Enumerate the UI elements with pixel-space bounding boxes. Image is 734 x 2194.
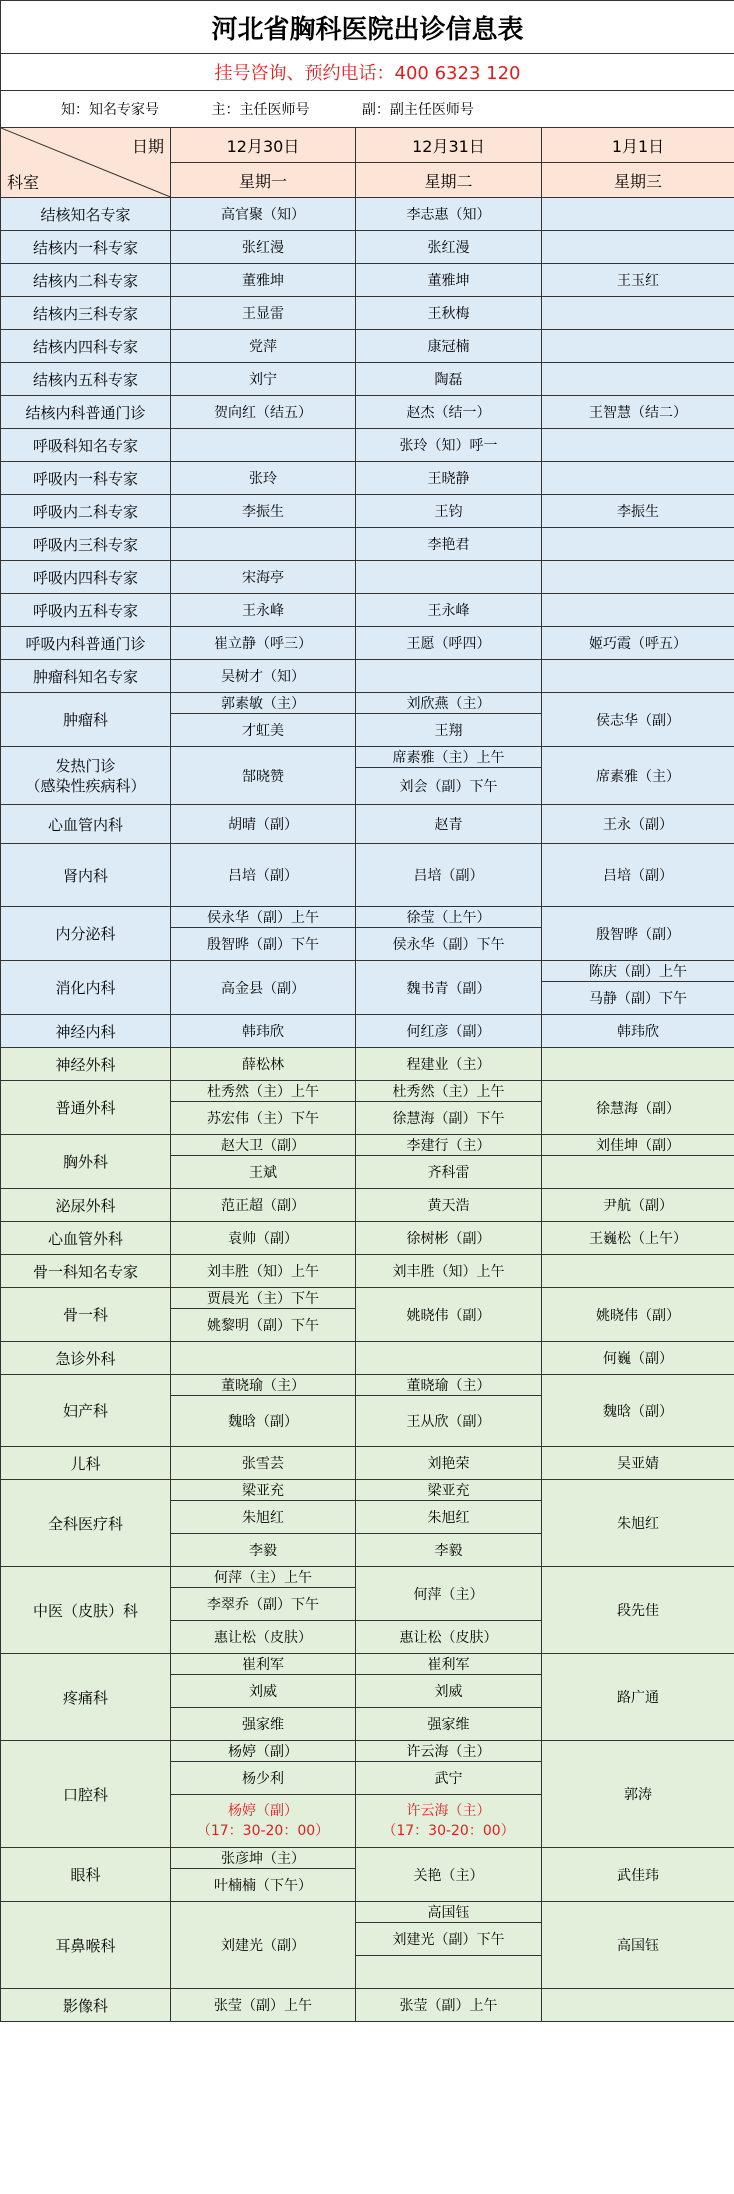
cell: 刘佳坤（副） — [542, 1135, 734, 1156]
cell: 崔利军 — [171, 1654, 356, 1675]
cell: 侯永华（副）上午 — [171, 907, 356, 928]
cell: 王显雷 — [171, 297, 356, 330]
cell — [356, 660, 542, 693]
legend-known: 知：知名专家号 — [61, 102, 159, 118]
dept-neuro-out: 神经外科 — [1, 1048, 171, 1081]
cell: 惠让松（皮肤） — [356, 1621, 542, 1654]
dept-name: 呼吸内科普通门诊 — [1, 627, 171, 660]
cell — [542, 462, 734, 495]
phone-line: 挂号咨询、预约电话：400 6323 120 — [1, 54, 734, 91]
cell: 吕培（副） — [542, 844, 734, 907]
cell: 贾晨光（主）下午 — [171, 1288, 356, 1309]
table-row — [1, 594, 734, 627]
dept-name: 呼吸内二科专家 — [1, 495, 171, 528]
cell-line: （17：30-20：00） — [382, 1823, 515, 1839]
dept-ortho: 骨一科 — [1, 1288, 171, 1342]
cell: 王翔 — [356, 714, 542, 747]
dept-uro: 泌尿外科 — [1, 1189, 171, 1222]
cell: 殷智晔（副）下午 — [171, 928, 356, 961]
header-date-1: 12月30日 — [171, 128, 356, 163]
dept-name: 结核内五科专家 — [1, 363, 171, 396]
cell: 李振生 — [171, 495, 356, 528]
cell: 杨婷（副） — [171, 1741, 356, 1762]
cell: 梁亚充 — [356, 1480, 542, 1501]
cell — [542, 198, 734, 231]
cell: 陈庆（副）上午 — [542, 961, 734, 982]
dept-thoracic: 胸外科 — [1, 1135, 171, 1189]
cell: 赵青 — [356, 805, 542, 844]
cell: 段先佳 — [542, 1567, 734, 1654]
cell: 李毅 — [356, 1534, 542, 1567]
dept-fever — [1, 747, 171, 805]
legend — [1, 91, 734, 128]
cell: 王巍松（上午） — [542, 1222, 734, 1255]
cell — [356, 1342, 542, 1375]
cell: 席素雅（主）上午 — [356, 747, 542, 768]
cell-line: （17：30-20：00） — [196, 1823, 330, 1839]
cell — [542, 1255, 734, 1288]
cell: 张红漫 — [171, 231, 356, 264]
dept-gp: 全科医疗科 — [1, 1480, 171, 1567]
dept-name: 呼吸科知名专家 — [1, 429, 171, 462]
cell — [542, 1989, 734, 2022]
cell: 徐莹（上午） — [356, 907, 542, 928]
cell: 关艳（主） — [356, 1848, 542, 1902]
header-weekday-2: 星期二 — [356, 163, 542, 198]
cell: 朱旭红 — [542, 1480, 734, 1567]
dept-name: 呼吸内五科专家 — [1, 594, 171, 627]
dept-cardio-out: 心血管外科 — [1, 1222, 171, 1255]
cell: 王智慧（结二） — [542, 396, 734, 429]
dept-pediatrics: 儿科 — [1, 1447, 171, 1480]
dept-dental: 口腔科 — [1, 1741, 171, 1848]
cell: 张莹（副）上午 — [171, 1989, 356, 2022]
cell: 强家维 — [171, 1708, 356, 1741]
cell: 赵大卫（副） — [171, 1135, 356, 1156]
cell: 姚晓伟（副） — [356, 1288, 542, 1342]
cell: 王愿（呼四） — [356, 627, 542, 660]
dept-pain: 疼痛科 — [1, 1654, 171, 1741]
page-title: 河北省胸科医院出诊信息表 — [1, 1, 734, 54]
cell: 高国钰 — [542, 1902, 734, 1989]
table-row — [1, 330, 734, 363]
cell: 宋海亭 — [171, 561, 356, 594]
cell — [542, 297, 734, 330]
cell: 刘欣燕（主） — [356, 693, 542, 714]
cell: 梁亚充 — [171, 1480, 356, 1501]
cell: 惠让松（皮肤） — [171, 1621, 356, 1654]
cell: 张莹（副）上午 — [356, 1989, 542, 2022]
cell: 杜秀然（主）上午 — [171, 1081, 356, 1102]
cell: 刘会（副）下午 — [356, 768, 542, 805]
cell: 齐科雷 — [356, 1156, 542, 1189]
dept-tcm: 中医（皮肤）科 — [1, 1567, 171, 1654]
legend-deputy: 副：副主任医师号 — [361, 102, 474, 118]
cell: 李建行（主） — [356, 1135, 542, 1156]
cell: 何巍（副） — [542, 1342, 734, 1375]
cell — [171, 1342, 356, 1375]
cell: 魏晗（副） — [542, 1375, 734, 1447]
legend-chief: 主：主任医师号 — [211, 102, 310, 118]
header-weekday-1: 星期一 — [171, 163, 356, 198]
cell: 朱旭红 — [356, 1501, 542, 1534]
table-row — [1, 462, 734, 495]
table-row — [1, 363, 734, 396]
cell: 陶磊 — [356, 363, 542, 396]
dept-obgyn: 妇产科 — [1, 1375, 171, 1447]
cell: 才虹美 — [171, 714, 356, 747]
cell — [542, 231, 734, 264]
cell: 崔利军 — [356, 1654, 542, 1675]
cell: 张彦坤（主） — [171, 1848, 356, 1869]
cell: 刘威 — [356, 1675, 542, 1708]
cell: 徐慧海（副）下午 — [356, 1102, 542, 1135]
table-row — [1, 627, 734, 660]
cell: 武宁 — [356, 1762, 542, 1795]
cell: 李振生 — [542, 495, 734, 528]
cell-line: 杨婷（副） — [228, 1803, 298, 1819]
cell-evening — [356, 1795, 542, 1848]
cell — [542, 660, 734, 693]
cell: 殷智晔（副） — [542, 907, 734, 961]
dept-eye: 眼科 — [1, 1848, 171, 1902]
cell: 董晓瑜（主） — [356, 1375, 542, 1396]
cell: 王晓静 — [356, 462, 542, 495]
cell: 席素雅（主） — [542, 747, 734, 805]
cell: 吴树才（知） — [171, 660, 356, 693]
cell — [542, 1156, 734, 1189]
cell: 高金县（副） — [171, 961, 356, 1015]
table-row — [1, 429, 734, 462]
cell: 张雪芸 — [171, 1447, 356, 1480]
cell: 武佳玮 — [542, 1848, 734, 1902]
dept-cardio: 心血管内科 — [1, 805, 171, 844]
cell — [542, 594, 734, 627]
cell: 崔立静（呼三） — [171, 627, 356, 660]
cell: 韩玮欣 — [542, 1015, 734, 1048]
cell: 李志惠（知） — [356, 198, 542, 231]
cell: 范正超（副） — [171, 1189, 356, 1222]
cell — [542, 363, 734, 396]
header-date-label: 日期 — [131, 137, 164, 156]
dept-ent: 耳鼻喉科 — [1, 1902, 171, 1989]
table-row — [1, 495, 734, 528]
cell: 王从欣（副） — [356, 1396, 542, 1447]
cell: 路广通 — [542, 1654, 734, 1741]
cell: 党萍 — [171, 330, 356, 363]
dept-imaging: 影像科 — [1, 1989, 171, 2022]
cell: 刘丰胜（知）上午 — [171, 1255, 356, 1288]
cell: 徐树彬（副） — [356, 1222, 542, 1255]
dept-neuro-in: 神经内科 — [1, 1015, 171, 1048]
cell — [171, 528, 356, 561]
cell: 苏宏伟（主）下午 — [171, 1102, 356, 1135]
cell: 姚黎明（副）下午 — [171, 1309, 356, 1342]
cell: 郜晓赞 — [171, 747, 356, 805]
cell: 吕培（副） — [171, 844, 356, 907]
cell: 张玲 — [171, 462, 356, 495]
cell: 李翠乔（副）下午 — [171, 1588, 356, 1621]
cell: 董雅坤 — [356, 264, 542, 297]
cell: 薛松林 — [171, 1048, 356, 1081]
dept-name: 结核内四科专家 — [1, 330, 171, 363]
cell: 刘威 — [171, 1675, 356, 1708]
cell: 吕培（副） — [356, 844, 542, 907]
cell: 胡晴（副） — [171, 805, 356, 844]
dept-general: 普通外科 — [1, 1081, 171, 1135]
dept-name: 呼吸内三科专家 — [1, 528, 171, 561]
cell — [356, 561, 542, 594]
header-weekday-3: 星期三 — [542, 163, 734, 198]
dept-kidney: 肾内科 — [1, 844, 171, 907]
cell: 王玉红 — [542, 264, 734, 297]
cell: 魏晗（副） — [171, 1396, 356, 1447]
cell: 刘建光（副） — [171, 1902, 356, 1989]
cell: 杨少利 — [171, 1762, 356, 1795]
cell: 许云海（主） — [356, 1741, 542, 1762]
cell: 贺向红（结五） — [171, 396, 356, 429]
dept-fever-line2: （感染性疾病科） — [25, 776, 146, 795]
cell: 董晓瑜（主） — [171, 1375, 356, 1396]
cell: 何萍（主） — [356, 1567, 542, 1621]
dept-endo: 内分泌科 — [1, 907, 171, 961]
cell — [542, 528, 734, 561]
dept-name: 结核知名专家 — [1, 198, 171, 231]
cell: 韩玮欣 — [171, 1015, 356, 1048]
dept-name: 结核内科普通门诊 — [1, 396, 171, 429]
cell: 何红彦（副） — [356, 1015, 542, 1048]
cell — [542, 429, 734, 462]
cell: 王秋梅 — [356, 297, 542, 330]
cell-evening — [171, 1795, 356, 1848]
dept-name: 呼吸内四科专家 — [1, 561, 171, 594]
cell: 刘艳荣 — [356, 1447, 542, 1480]
cell: 郭涛 — [542, 1741, 734, 1848]
cell: 郭素敏（主） — [171, 693, 356, 714]
table-row — [1, 264, 734, 297]
cell: 王永峰 — [171, 594, 356, 627]
cell: 魏书青（副） — [356, 961, 542, 1015]
cell — [356, 1956, 542, 1989]
cell: 王钧 — [356, 495, 542, 528]
cell: 朱旭红 — [171, 1501, 356, 1534]
table-row — [1, 561, 734, 594]
header-dept-label: 科室 — [7, 173, 40, 192]
simple-rows — [1, 198, 734, 693]
cell: 刘宁 — [171, 363, 356, 396]
cell: 袁帅（副） — [171, 1222, 356, 1255]
cell: 强家维 — [356, 1708, 542, 1741]
dept-gastro: 消化内科 — [1, 961, 171, 1015]
cell: 何萍（主）上午 — [171, 1567, 356, 1588]
cell: 李艳君 — [356, 528, 542, 561]
cell: 姬巧霞（呼五） — [542, 627, 734, 660]
cell: 张红漫 — [356, 231, 542, 264]
table-row — [1, 528, 734, 561]
cell: 吴亚婧 — [542, 1447, 734, 1480]
header-date-2: 12月31日 — [356, 128, 542, 163]
dept-fever-line1: 发热门诊 — [55, 756, 116, 775]
cell: 康冠楠 — [356, 330, 542, 363]
cell: 尹航（副） — [542, 1189, 734, 1222]
dept-ortho-known: 骨一科知名专家 — [1, 1255, 171, 1288]
header-date-3: 1月1日 — [542, 128, 734, 163]
table-row — [1, 231, 734, 264]
cell: 徐慧海（副） — [542, 1081, 734, 1135]
cell: 张玲（知）呼一 — [356, 429, 542, 462]
cell: 程建业（主） — [356, 1048, 542, 1081]
table-row — [1, 396, 734, 429]
cell: 侯永华（副）下午 — [356, 928, 542, 961]
dept-name: 结核内三科专家 — [1, 297, 171, 330]
cell: 叶楠楠（下午） — [171, 1869, 356, 1902]
cell: 赵杰（结一） — [356, 396, 542, 429]
dept-name: 呼吸内一科专家 — [1, 462, 171, 495]
dept-tumor: 肿瘤科 — [1, 693, 171, 747]
table-row — [1, 660, 734, 693]
cell: 王永峰 — [356, 594, 542, 627]
cell: 刘建光（副）下午 — [356, 1923, 542, 1956]
cell: 高国钰 — [356, 1902, 542, 1923]
cell: 李毅 — [171, 1534, 356, 1567]
dept-name: 结核内二科专家 — [1, 264, 171, 297]
cell: 董雅坤 — [171, 264, 356, 297]
dept-name: 肿瘤科知名专家 — [1, 660, 171, 693]
cell: 黄天浩 — [356, 1189, 542, 1222]
table-row — [1, 297, 734, 330]
cell: 侯志华（副） — [542, 693, 734, 747]
cell: 王斌 — [171, 1156, 356, 1189]
cell — [171, 429, 356, 462]
cell — [542, 1048, 734, 1081]
cell: 刘丰胜（知）上午 — [356, 1255, 542, 1288]
dept-emergency: 急诊外科 — [1, 1342, 171, 1375]
cell: 姚晓伟（副） — [542, 1288, 734, 1342]
cell: 马静（副）下午 — [542, 982, 734, 1015]
cell: 杜秀然（主）上午 — [356, 1081, 542, 1102]
dept-name: 结核内一科专家 — [1, 231, 171, 264]
cell-line: 许云海（主） — [406, 1803, 491, 1819]
cell — [542, 561, 734, 594]
header-corner — [1, 128, 171, 198]
cell: 高官聚（知） — [171, 198, 356, 231]
table-row — [1, 198, 734, 231]
cell: 王永（副） — [542, 805, 734, 844]
cell — [542, 330, 734, 363]
